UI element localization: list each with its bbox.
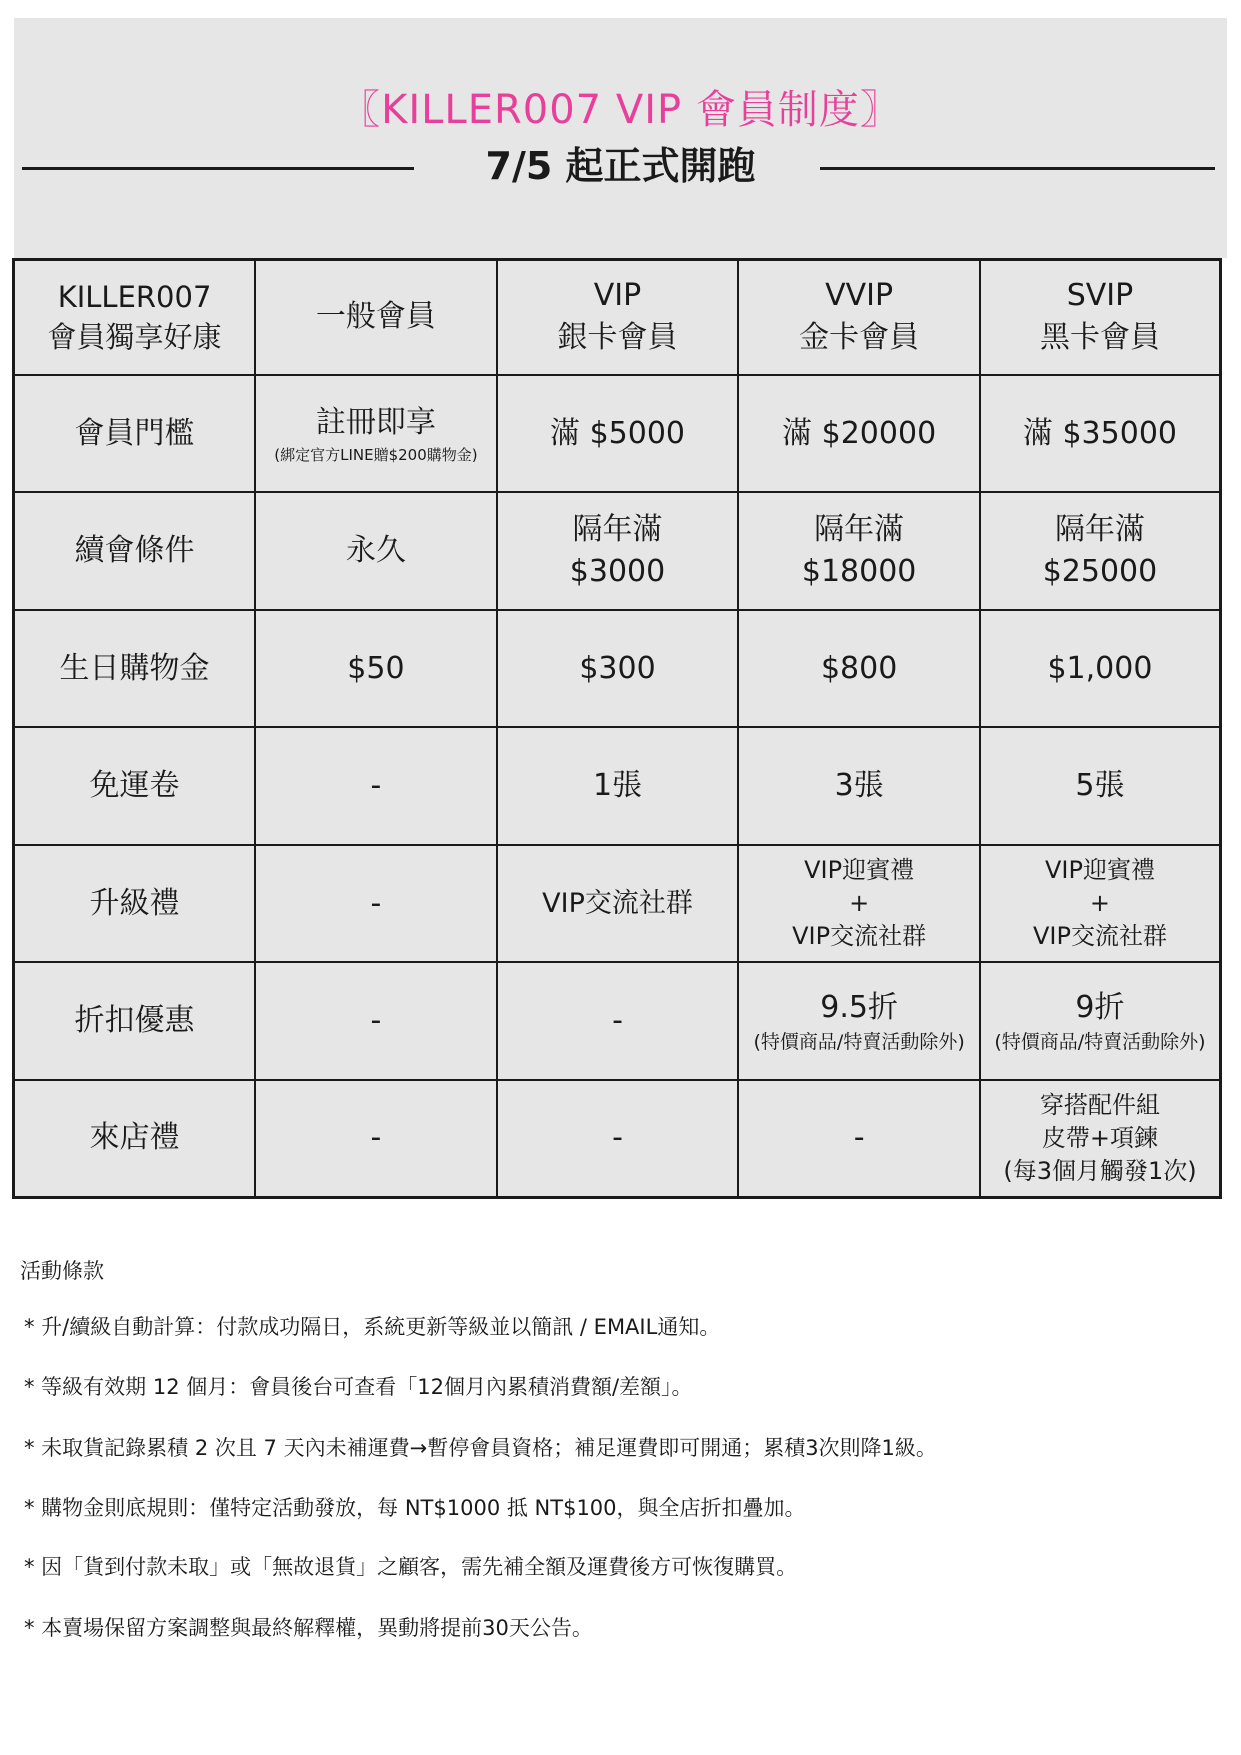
row-label-discount: 折扣優惠 [14, 962, 256, 1080]
row-label-upgrade: 升級禮 [14, 845, 256, 963]
discount-vvip-note: (特價商品/特賣活動除外) [753, 1031, 965, 1054]
store-gift-svip-line3: (每3個月觸發1次) [1003, 1156, 1197, 1185]
birthday-vvip: $800 [738, 610, 980, 728]
divider-right [820, 167, 1215, 170]
table-header-row [14, 260, 1221, 375]
table-row-birthday [14, 610, 1221, 728]
discount-vip: - [497, 962, 739, 1080]
birthday-general: $50 [255, 610, 497, 728]
threshold-vvip: 滿 $20000 [738, 375, 980, 493]
term-item: * 等級有效期 12 個月：會員後台可查看「12個月內累積消費額/差額」。 [24, 1375, 693, 1399]
threshold-vip: 滿 $5000 [497, 375, 739, 493]
discount-vvip-main: 9.5折 [820, 990, 898, 1026]
table-row-shipping [14, 727, 1221, 845]
corner-header-line2: 會員獨享好康 [47, 320, 222, 355]
corner-header-cell [14, 260, 256, 375]
tier-header-vip [497, 260, 739, 375]
tier-vip-card: 銀卡會員 [557, 320, 678, 356]
store-gift-general: - [255, 1080, 497, 1198]
store-gift-svip-line2: 皮帶+項鍊 [1041, 1123, 1159, 1152]
renewal-svip-line1: 隔年滿 [1054, 512, 1145, 548]
discount-svip-main: 9折 [1075, 990, 1125, 1026]
term-item: * 未取貨記錄累積 2 次且 7 天內未補運費→暫停會員資格；補足運費即可開通；累積3次則降1級。 [24, 1436, 937, 1460]
term-item: * 升/續級自動計算：付款成功隔日，系統更新等級並以簡訊 / EMAIL通知。 [24, 1315, 721, 1339]
renewal-svip-line2: $25000 [1042, 554, 1158, 590]
discount-svip [980, 962, 1221, 1080]
upgrade-vvip-line1: VIP迎賓禮 [804, 856, 915, 885]
tier-vip-name: VIP [593, 278, 642, 314]
shipping-vvip: 3張 [738, 727, 980, 845]
discount-general: - [255, 962, 497, 1080]
shipping-general: - [255, 727, 497, 845]
tier-svip-card: 黑卡會員 [1039, 320, 1160, 356]
page-title: 〖KILLER007 VIP 會員制度〗 [340, 87, 901, 133]
renewal-vip-line2: $3000 [569, 554, 666, 590]
upgrade-vvip-line2: + [849, 889, 870, 918]
terms-title: 活動條款 [20, 1259, 104, 1283]
threshold-general [255, 375, 497, 493]
renewal-svip [980, 492, 1221, 610]
table-row-upgrade [14, 845, 1221, 963]
upgrade-vvip [738, 845, 980, 963]
upgrade-vip-text: VIP交流社群 [542, 887, 693, 919]
tier-vvip-name: VVIP [825, 278, 894, 314]
renewal-vvip [738, 492, 980, 610]
tier-header-vvip [738, 260, 980, 375]
upgrade-vvip-line3: VIP交流社群 [792, 922, 927, 951]
tier-svip-name: SVIP [1066, 278, 1134, 314]
renewal-vip-line1: 隔年滿 [572, 512, 663, 548]
tier-general-name: 一般會員 [315, 299, 436, 335]
table-row-discount [14, 962, 1221, 1080]
tier-header-general [255, 260, 497, 375]
shipping-svip: 5張 [980, 727, 1221, 845]
benefits-table [12, 258, 1222, 1199]
threshold-svip: 滿 $35000 [980, 375, 1221, 493]
row-label-renewal: 續會條件 [14, 492, 256, 610]
renewal-vip [497, 492, 739, 610]
term-item: * 本賣場保留方案調整與最終解釋權，異動將提前30天公告。 [24, 1616, 593, 1640]
table-row-threshold [14, 375, 1221, 493]
store-gift-vip: - [497, 1080, 739, 1198]
term-item: * 因「貨到付款未取」或「無故退貨」之顧客，需先補全額及運費後方可恢復購買。 [24, 1555, 798, 1579]
page-subtitle: 7/5 起正式開跑 [485, 144, 756, 188]
table-row-store-gift [14, 1080, 1221, 1198]
row-label-store-gift: 來店禮 [14, 1080, 256, 1198]
row-label-threshold: 會員門檻 [14, 375, 256, 493]
term-item: * 購物金則底規則：僅特定活動發放，每 NT$1000 抵 NT$100，與全店折扣疊加。 [24, 1496, 806, 1520]
upgrade-svip-line2: + [1089, 889, 1111, 918]
row-label-shipping: 免運卷 [14, 727, 256, 845]
table-row-renewal [14, 492, 1221, 610]
discount-svip-note: (特價商品/特賣活動除外) [994, 1031, 1206, 1054]
store-gift-svip-line1: 穿搭配件組 [1039, 1090, 1160, 1119]
tier-vvip-card: 金卡會員 [799, 320, 920, 356]
store-gift-vvip: - [738, 1080, 980, 1198]
upgrade-general: - [255, 845, 497, 963]
upgrade-svip [980, 845, 1221, 963]
shipping-vip: 1張 [497, 727, 739, 845]
renewal-general: 永久 [255, 492, 497, 610]
store-gift-svip [980, 1080, 1221, 1198]
threshold-general-main: 註冊即享 [315, 404, 436, 440]
birthday-vip: $300 [497, 610, 739, 728]
upgrade-vip [497, 845, 739, 963]
corner-header-line1: KILLER007 [57, 280, 212, 315]
upgrade-svip-line3: VIP交流社群 [1032, 922, 1167, 951]
discount-vvip [738, 962, 980, 1080]
renewal-vvip-line2: $18000 [801, 554, 917, 590]
renewal-vvip-line1: 隔年滿 [814, 512, 905, 548]
tier-header-svip [980, 260, 1221, 375]
threshold-general-note: (綁定官方LINE贈$200購物金) [274, 445, 478, 464]
birthday-svip: $1,000 [980, 610, 1221, 728]
row-label-birthday: 生日購物金 [14, 610, 256, 728]
upgrade-svip-line1: VIP迎賓禮 [1044, 856, 1155, 885]
header-panel [14, 18, 1227, 258]
